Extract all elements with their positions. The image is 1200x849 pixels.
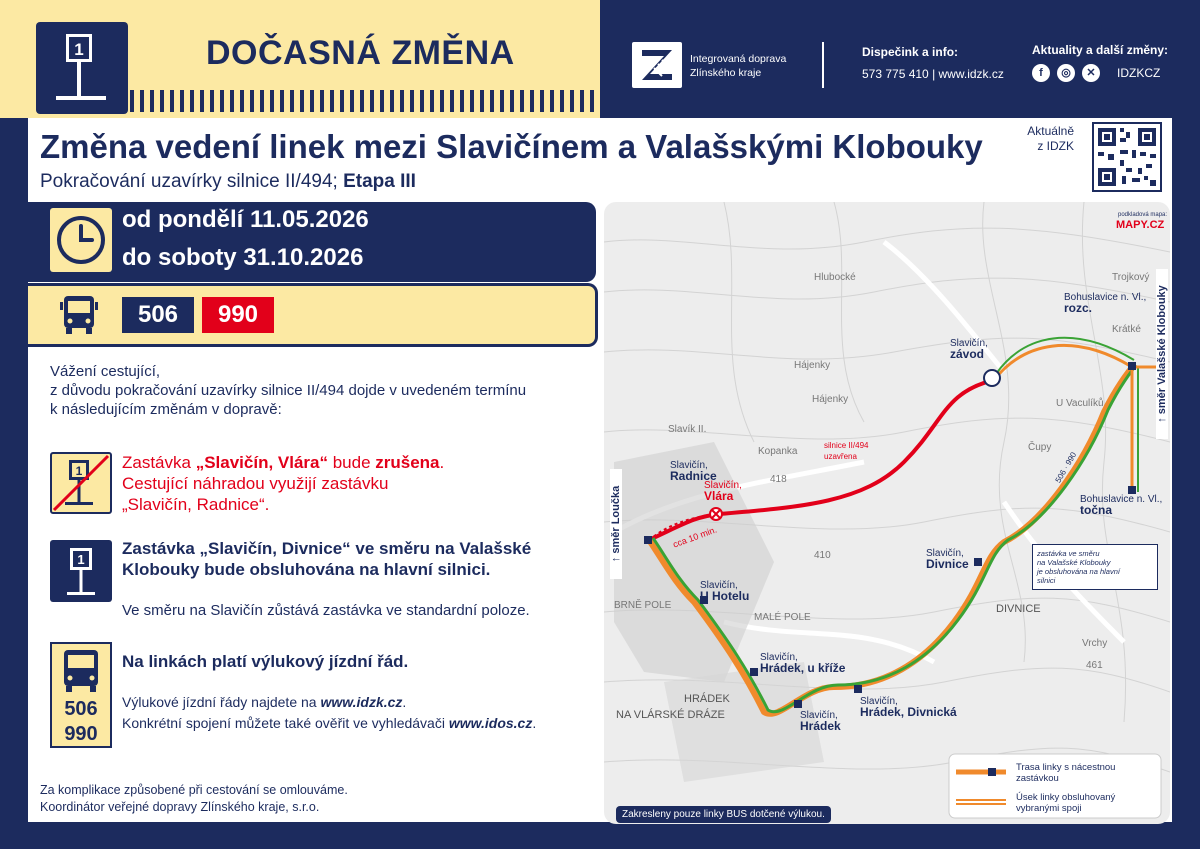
icon-line-506: 506 xyxy=(64,698,98,720)
stop-sign-number: 1 xyxy=(74,40,84,59)
place-label: 461 xyxy=(1086,660,1103,671)
org-name: Integrovaná doprava Zlínského kraje xyxy=(690,53,787,79)
qr-caption: Aktuálně z IDZK xyxy=(1027,124,1074,153)
x-icon[interactable]: ✕ xyxy=(1082,64,1100,82)
lines-panel xyxy=(28,283,598,347)
footer-text: Za komplikace způsobené při cestování se omlouváme. Koordinátor veřejné dopravy Zlínského kraje, s.r.o. xyxy=(40,783,348,814)
legend-item-1: Trasa linky s nácestnou zastávkou xyxy=(1016,762,1116,784)
idzk-logo-icon xyxy=(632,42,682,88)
left-direction-label: směr Loučka xyxy=(610,485,622,554)
left-frame xyxy=(0,118,28,849)
stop-hradek: Slavičín, Hrádek xyxy=(800,710,841,733)
place-label: Čupy xyxy=(1028,442,1052,453)
stop-zavod: Slavičín, závod xyxy=(950,338,988,361)
stop-u-hotelu: Slavičín, U Hotelu xyxy=(700,580,750,603)
stop-radnice: Slavičín, Radnice xyxy=(670,460,717,483)
place-label: Hájenky xyxy=(812,394,849,405)
place-label: DIVNICE xyxy=(996,603,1041,615)
divnice-note: zastávka ve směru na Valašské Klobouky je obsluhována na hlavní silnici xyxy=(1032,544,1158,590)
instagram-icon[interactable]: ◎ xyxy=(1057,64,1075,82)
walk-label: cca 10 min. xyxy=(671,524,719,550)
place-label: 410 xyxy=(814,550,831,561)
notice-timetable-sub: Výlukové jízdní řády najdete na www.idzk.cz. Konkrétní spojení můžete také ověřit ve vyhledávači www.idos.cz. xyxy=(122,694,537,731)
link-idzk[interactable]: www.idzk.cz xyxy=(320,694,403,710)
route-map xyxy=(604,202,1170,824)
bus-icon xyxy=(56,292,102,343)
timetable-text-1: Výlukové jízdní řády najdete na xyxy=(122,694,321,710)
map-bottom-note: Zakresleny pouze linky BUS dotčené výlukou. xyxy=(616,806,831,823)
clock-icon xyxy=(50,208,112,272)
facebook-icon[interactable]: f xyxy=(1032,64,1050,82)
social-handle[interactable]: IDZKCZ xyxy=(1117,66,1161,80)
notice-timetable: Na linkách platí výlukový jízdní řád. xyxy=(122,652,409,671)
stop-hradek-divnicka: Slavičín, Hrádek, Divnická xyxy=(860,696,957,719)
notice-divnice: Zastávka „Slavičín, Divnice“ ve směru na Valašské Klobouky bude obsluhována na hlavní silnici. xyxy=(122,539,532,579)
right-direction-label: směr Valašské Klobouky xyxy=(1156,285,1168,415)
date-to: do soboty 31.10.2026 xyxy=(122,244,364,271)
place-label: NA VLÁRSKÉ DRÁZE xyxy=(616,709,725,721)
notice1-line2: Cestující náhradou využijí zastávku xyxy=(122,474,389,493)
intro-text: Vážení cestující, z důvodu pokračování uzavírky silnice II/494 dojde v uvedeném termínu k následujícím změnám v dopravě: xyxy=(50,363,527,418)
notice1-dot: . xyxy=(439,453,445,472)
line-badge-506: 506 xyxy=(122,297,194,333)
timetable-bus-icon xyxy=(50,642,112,748)
place-label: Hájenky xyxy=(794,360,831,371)
stop-vlara: Slavičín, Vlára xyxy=(704,480,742,503)
notice1-line3: „Slavičín, Radnice“. xyxy=(122,495,270,514)
svg-text:1: 1 xyxy=(77,552,85,567)
map-credit: MAPY.CZ xyxy=(1116,219,1165,231)
left-direction: ↑ směr Loučka xyxy=(609,470,623,580)
notice-cancelled-stop xyxy=(122,452,592,515)
dispatch-contact[interactable]: 573 775 410 | www.idzk.cz xyxy=(862,67,1004,81)
bus-stop-icon xyxy=(50,540,112,602)
notice1-status: zrušena xyxy=(375,453,440,472)
bottom-frame xyxy=(0,822,1200,849)
right-direction: ↑ směr Valašské Klobouky xyxy=(1155,270,1169,440)
legend-item-2: Úsek linky obsluhovaný vybranými spoji xyxy=(1016,792,1116,814)
right-frame xyxy=(1172,118,1200,849)
social-label: Aktuality a další změny: xyxy=(1032,43,1169,57)
headline: DOČASNÁ ZMĚNA xyxy=(206,34,515,72)
stop-bohuslavice-tocna: Bohuslavice n. Vl., točna xyxy=(1080,494,1163,517)
subtitle-text: Pokračování uzavírky silnice II/494; xyxy=(40,171,338,192)
link-idos[interactable]: www.idos.cz xyxy=(448,715,533,731)
place-label: Kopanka xyxy=(758,446,798,457)
notice-divnice-sub: Ve směru na Slavičín zůstává zastávka ve standardní poloze. xyxy=(122,602,530,619)
map-credit-small: podkladová mapa: xyxy=(1118,212,1168,218)
route-label: 506 · 990 xyxy=(1053,450,1079,485)
place-label: Slavík II. xyxy=(668,424,707,435)
date-from: od pondělí 11.05.2026 xyxy=(122,206,369,233)
bus-stop-sign-icon xyxy=(36,22,128,114)
place-label: 418 xyxy=(770,474,787,485)
place-label: Vrchy xyxy=(1082,638,1108,649)
place-label: MALÉ POLE xyxy=(754,612,811,623)
notice1-stop: „Slavičín, Vlára“ xyxy=(195,453,328,472)
icon-line-990: 990 xyxy=(64,723,98,745)
place-label: Hlubocké xyxy=(814,272,856,283)
notice1-text: Zastávka xyxy=(122,453,196,472)
place-label: U Vaculíků xyxy=(1056,398,1104,409)
timetable-text-2: Konkrétní spojení můžete také ověřit ve vyhledávači xyxy=(122,715,449,731)
stop-divnice: Slavičín, Divnice xyxy=(926,548,969,571)
qr-code-icon[interactable] xyxy=(1092,122,1162,192)
decorative-stripes xyxy=(130,90,600,112)
stop-hradek-u-krize: Slavičín, Hrádek, u kříže xyxy=(760,652,846,675)
subtitle-stage: Etapa III xyxy=(343,171,416,192)
dispatch-label: Dispečink a info: xyxy=(862,45,959,59)
place-label: HRÁDEK xyxy=(684,693,730,705)
svg-text:1: 1 xyxy=(75,464,83,478)
closure-label: silnice II/494 uzavřena xyxy=(824,441,869,461)
page-title: Změna vedení linek mezi Slavičínem a Valašskými Klobouky xyxy=(40,128,983,165)
header-divider xyxy=(822,42,824,88)
line-badge-990: 990 xyxy=(202,297,274,333)
place-label: Krátké xyxy=(1112,324,1141,335)
place-label: BRNĚ POLE xyxy=(614,600,672,611)
notice1-text2: bude xyxy=(328,453,376,472)
stop-bohuslavice-rozc: Bohuslavice n. Vl., rozc. xyxy=(1064,292,1147,315)
page-subtitle xyxy=(40,171,416,193)
cancelled-stop-icon xyxy=(50,452,112,514)
place-label: Trojkový xyxy=(1112,272,1150,283)
